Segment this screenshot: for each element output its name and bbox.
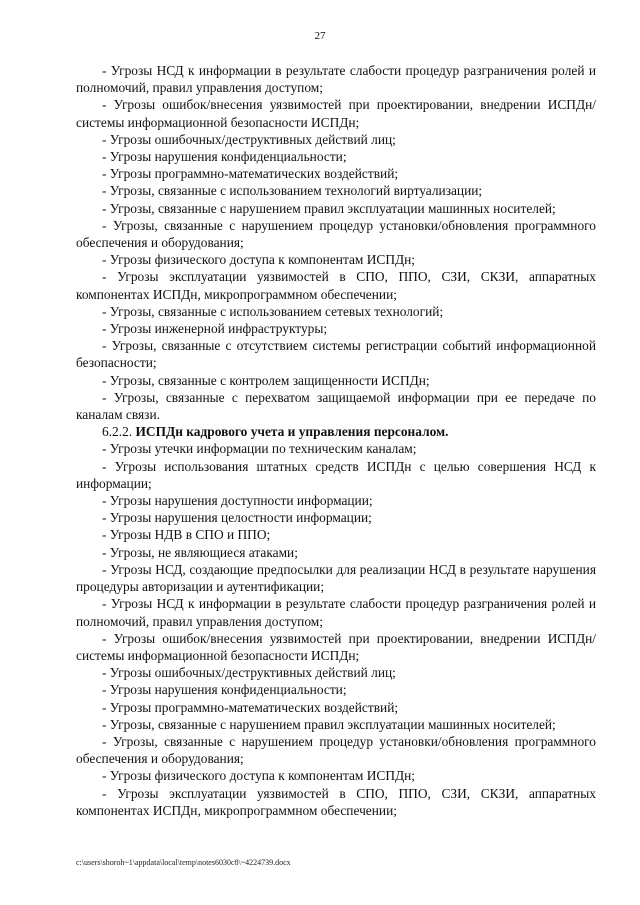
section-number: 6.2.2.	[102, 424, 133, 440]
threat-list-item: - Угрозы, связанные с использованием технологий виртуализации;	[102, 183, 483, 199]
threat-list-item: - Угрозы нарушения доступности информации;	[102, 493, 373, 509]
threat-list-item: - Угрозы ошибочных/деструктивных действий лиц;	[102, 665, 396, 681]
threat-list-item: - Угрозы использования штатных средств ИСПДн с целью совершения НСД к информации;	[76, 458, 596, 491]
threat-list-item: - Угрозы нарушения конфиденциальности;	[102, 682, 347, 698]
threat-list-item: - Угрозы НСД к информации в результате слабости процедур разграничения ролей и полномочий, правил управления доступом;	[76, 596, 596, 629]
footer-file-path: c:\users\shoroh~1\appdata\local\temp\notes6030c8\~4224739.docx	[76, 858, 291, 867]
threat-list-item: - Угрозы ошибочных/деструктивных действий лиц;	[102, 131, 396, 147]
threat-list-item: - Угрозы, связанные с отсутствием системы регистрации событий информационной безопасности;	[76, 338, 596, 371]
section-heading	[76, 423, 596, 440]
threat-list-item: - Угрозы, связанные с нарушением процедур установки/обновления программного обеспечения и оборудования;	[76, 217, 596, 251]
threat-list-item: - Угрозы инженерной инфраструктуры;	[102, 321, 328, 337]
threat-list-item: - Угрозы, связанные с использованием сетевых технологий;	[102, 303, 444, 319]
threat-list-item: - Угрозы НСД к информации в результате слабости процедур разграничения ролей и полномочий, правил управления доступом;	[76, 63, 596, 96]
threat-list-item: - Угрозы, не являющиеся атаками;	[102, 544, 298, 560]
threat-list-item: - Угрозы эксплуатации уязвимостей в СПО, ППО, СЗИ, СКЗИ, аппаратных компонентах ИСПДн, микропрограммном обеспечении;	[76, 269, 596, 302]
threat-list-item: - Угрозы ошибок/внесения уязвимостей при проектировании, внедрении ИСПДн/системы информационной безопасности ИСПДн;	[76, 97, 596, 130]
threat-list-item: - Угрозы физического доступа к компонентам ИСПДн;	[102, 768, 416, 784]
threat-list-item: - Угрозы НСД, создающие предпосылки для реализации НСД в результате нарушения процедуры авторизации и аутентификации;	[76, 561, 596, 595]
threat-list-item: - Угрозы утечки информации по техническим каналам;	[102, 441, 417, 457]
threat-list-item: - Угрозы, связанные с нарушением правил эксплуатации машинных носителей;	[102, 200, 556, 216]
threat-list-item: - Угрозы физического доступа к компонентам ИСПДн;	[102, 252, 416, 268]
threat-list-b	[76, 440, 596, 818]
section-title: ИСПДн кадрового учета и управления персоналом	[135, 424, 446, 440]
threat-list-a	[76, 62, 596, 423]
threat-list-item: - Угрозы эксплуатации уязвимостей в СПО, ППО, СЗИ, СКЗИ, аппаратных компонентах ИСПДн, микропрограммном обеспечении;	[76, 785, 596, 818]
threat-list-item: - Угрозы, связанные с нарушением правил эксплуатации машинных носителей;	[102, 716, 556, 732]
section-title-end: .	[445, 424, 449, 440]
threat-list-item: - Угрозы ошибок/внесения уязвимостей при проектировании, внедрении ИСПДн/системы информационной безопасности ИСПДн;	[76, 630, 596, 663]
threat-list-item: - Угрозы, связанные с контролем защищенности ИСПДн;	[102, 372, 430, 388]
threat-list-item: - Угрозы НДВ в СПО и ППО;	[102, 527, 271, 543]
threat-list-item: - Угрозы нарушения целостности информации;	[102, 510, 372, 526]
threat-list-item: - Угрозы нарушения конфиденциальности;	[102, 149, 347, 165]
threat-list-item: - Угрозы программно-математических воздействий;	[102, 699, 399, 715]
threat-list-item: - Угрозы программно-математических воздействий;	[102, 166, 399, 182]
threat-list-item: - Угрозы, связанные с перехватом защищаемой информации при ее передаче по каналам связи.	[76, 389, 596, 423]
body-text	[76, 62, 596, 819]
threat-list-item: - Угрозы, связанные с нарушением процедур установки/обновления программного обеспечения и оборудования;	[76, 733, 596, 767]
page-number: 27	[314, 30, 326, 42]
